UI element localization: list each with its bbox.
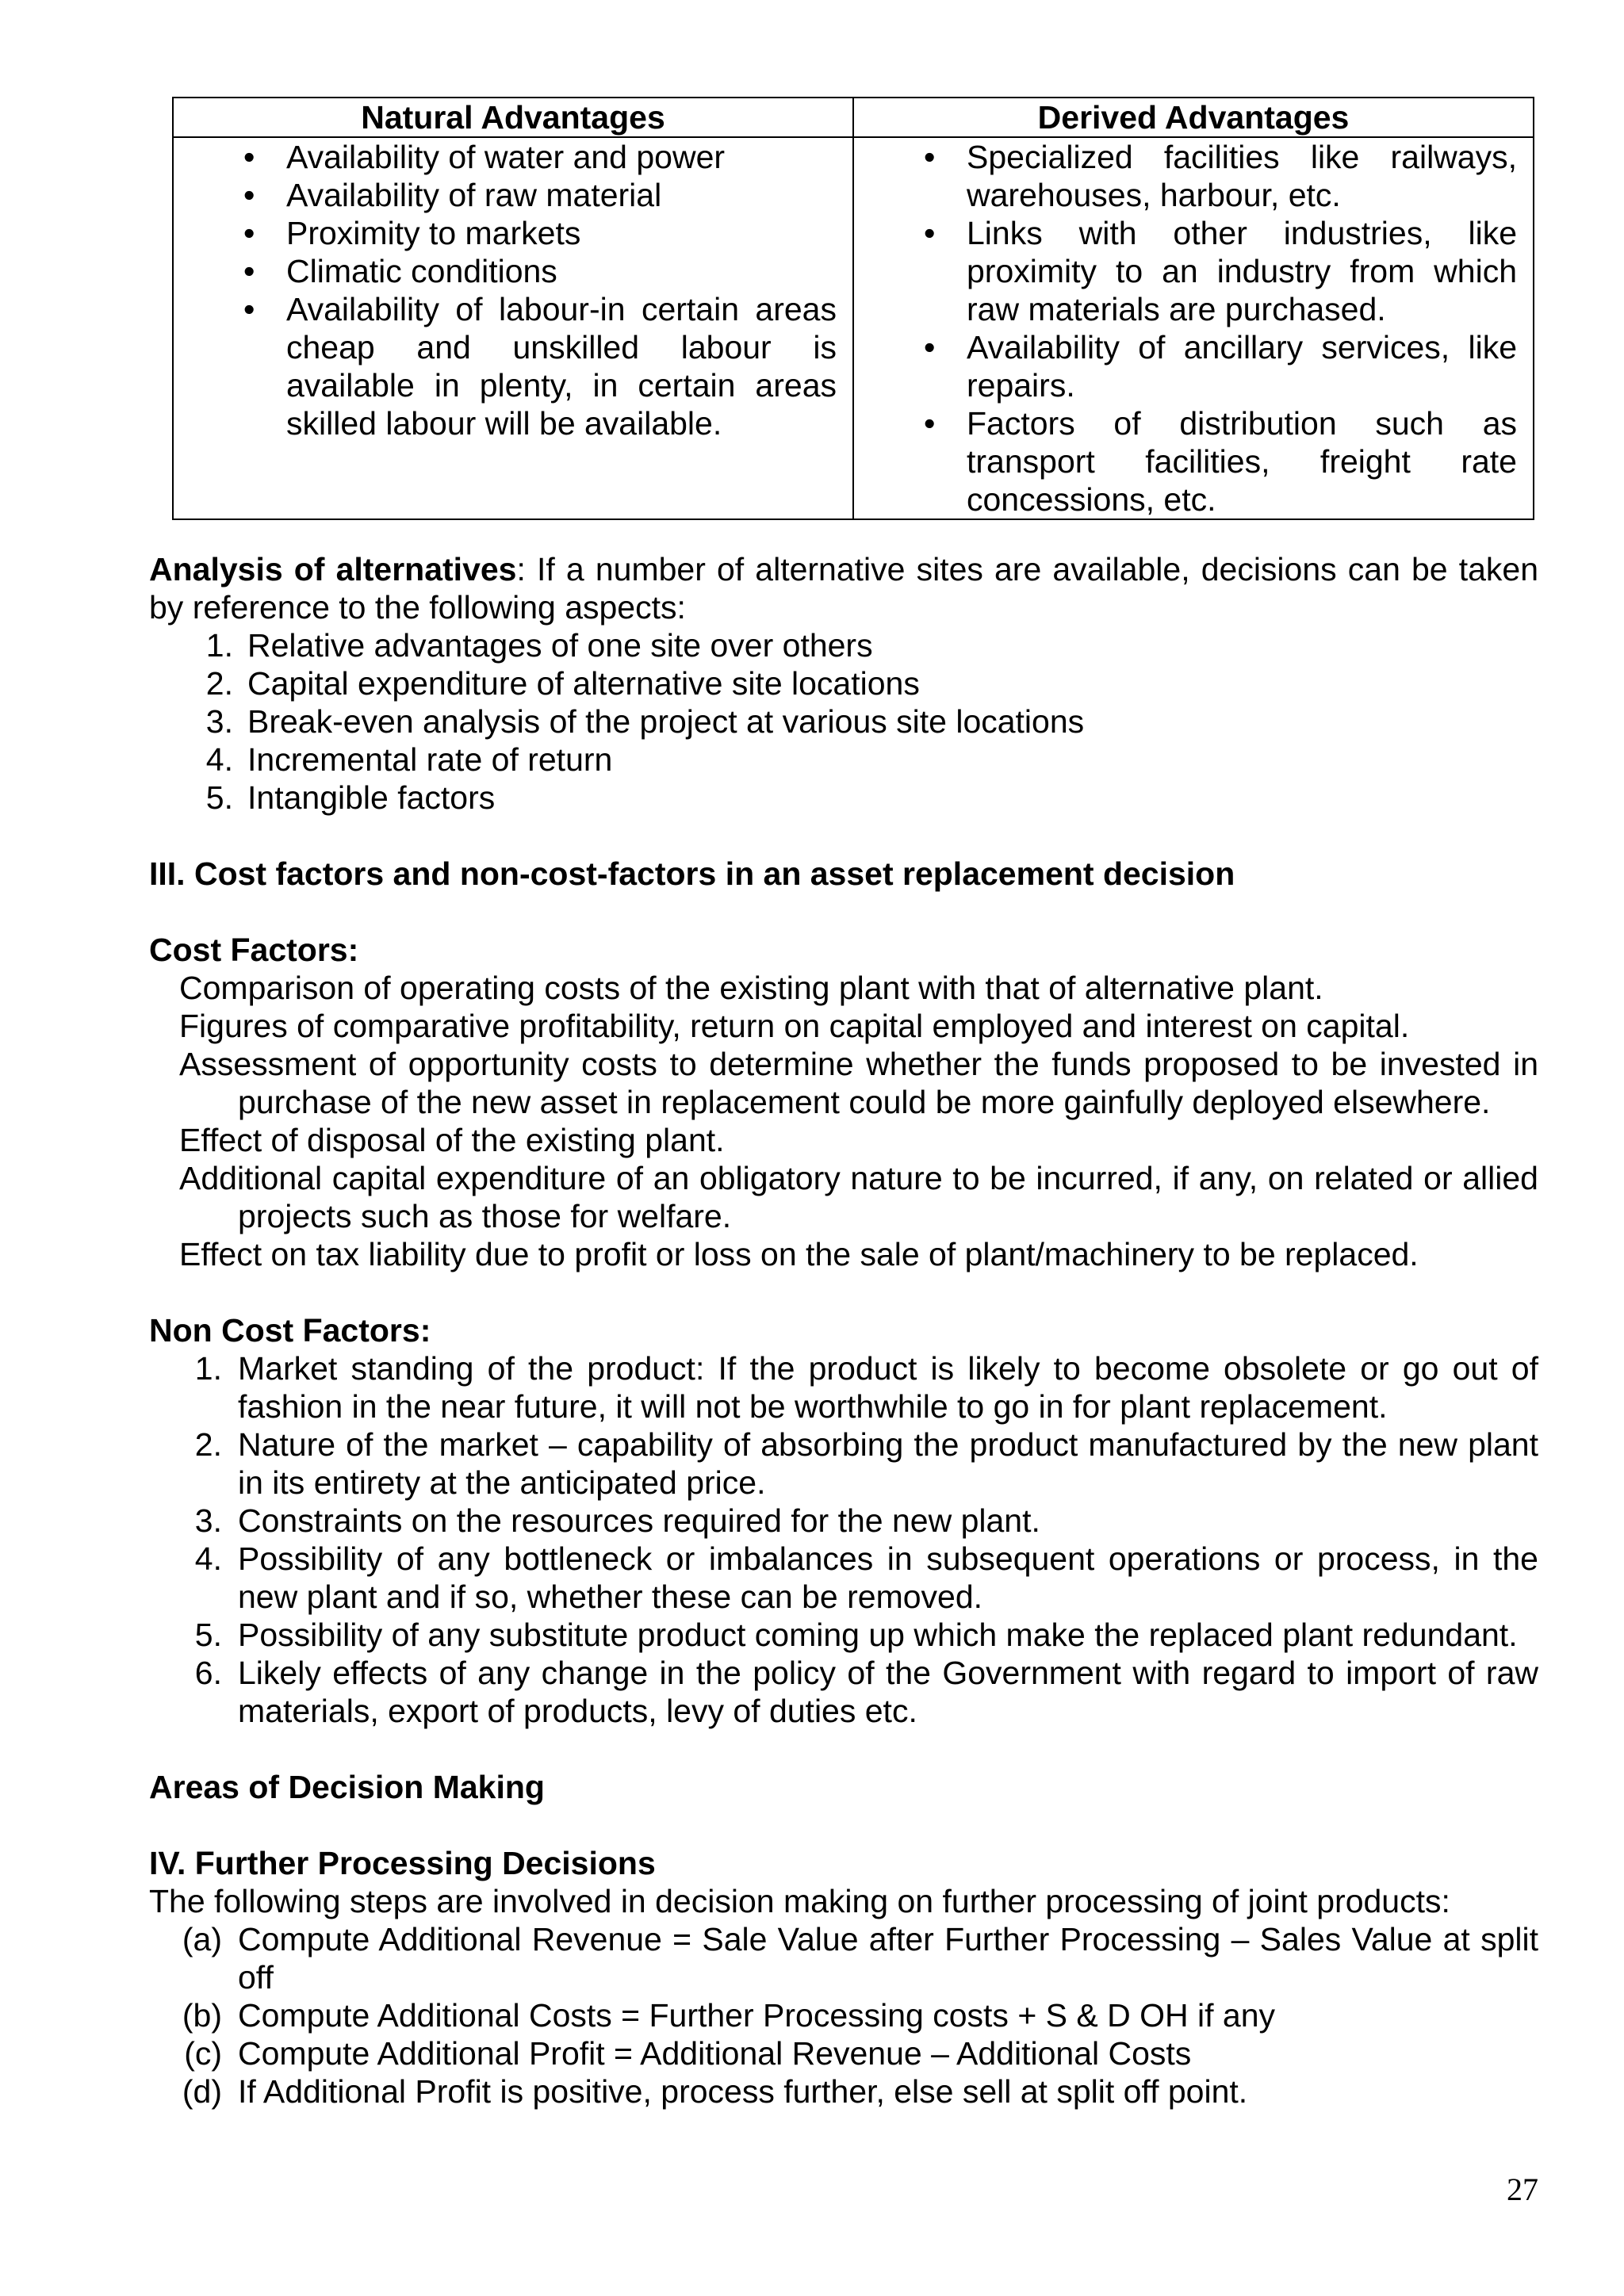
list-item: (d) If Additional Profit is positive, process further, else sell at split off point. xyxy=(182,2073,1248,2110)
derived-item: • Specialized facilities like railways, warehouses, harbour, etc. xyxy=(854,138,1517,214)
cost-factor-item: Comparison of operating costs of the existing plant with that of alternative plant. xyxy=(179,970,1323,1006)
derived-item: • Availability of ancillary services, like repairs. xyxy=(854,328,1517,404)
advantages-table xyxy=(172,97,1534,520)
natural-advantages-cell xyxy=(173,137,853,519)
analysis-text: : If a number of alternative sites are available, decisions can be taken by reference to the following aspects: xyxy=(149,551,1539,626)
list-item: (c) Compute Additional Profit = Additional Revenue – Additional Costs xyxy=(184,2035,1192,2072)
list-item: 5. Intangible factors xyxy=(205,779,496,816)
list-item: 6. Likely effects of any change in the policy of the Government with regard to import of raw materials, export of products, levy of duties etc. xyxy=(194,1655,1538,1729)
derived-advantages-cell xyxy=(853,137,1534,519)
natural-item: • Proximity to markets xyxy=(174,214,837,252)
derived-advantages-header: Derived Advantages xyxy=(853,98,1534,137)
list-item: 2. Nature of the market – capability of absorbing the product manufactured by the new plant in its entirety at the anticipated price. xyxy=(194,1426,1538,1501)
list-item: 3. Break-even analysis of the project at various site locations xyxy=(205,703,1085,740)
areas-heading: Areas of Decision Making xyxy=(149,1769,545,1805)
section-3-heading: III. Cost factors and non-cost-factors in an asset replacement decision xyxy=(149,855,1235,892)
section-4-intro: The following steps are involved in decision making on further processing of joint products: xyxy=(149,1883,1450,1919)
analysis-label: Analysis of alternatives xyxy=(149,551,517,587)
list-item: 5. Possibility of any substitute product coming up which make the replaced plant redundant. xyxy=(194,1617,1518,1653)
cost-factor-item: Effect on tax liability due to profit or loss on the sale of plant/machinery to be replaced. xyxy=(179,1236,1419,1272)
natural-item: • Availability of water and power xyxy=(174,138,837,176)
list-item: 2. Capital expenditure of alternative site locations xyxy=(205,665,920,702)
page-number: 27 xyxy=(1507,2172,1538,2207)
analysis-paragraph xyxy=(149,550,1538,626)
derived-item: • Links with other industries, like proximity to an industry from which raw materials are purchased. xyxy=(854,214,1517,328)
further-processing-steps xyxy=(149,1920,1538,2110)
document-page xyxy=(149,97,1538,2110)
list-item: 3. Constraints on the resources required for the new plant. xyxy=(194,1502,1040,1539)
natural-item: • Climatic conditions xyxy=(174,252,837,290)
section-4-heading: IV. Further Processing Decisions xyxy=(149,1845,656,1881)
list-item: (b) Compute Additional Costs = Further Processing costs + S & D OH if any xyxy=(182,1997,1276,2034)
natural-advantages-header: Natural Advantages xyxy=(173,98,853,137)
list-item: 4. Incremental rate of return xyxy=(205,741,613,778)
cost-factor-item: Additional capital expenditure of an obligatory nature to be incurred, if any, on related or allied projects such as those for welfare. xyxy=(179,1160,1538,1234)
derived-item: • Factors of distribution such as transport facilities, freight rate concessions, etc. xyxy=(854,404,1517,519)
list-item: 1. Market standing of the product: If the product is likely to become obsolete or go out of fashion in the near future, it will not be worthwhile to go in for plant replacement. xyxy=(194,1350,1538,1425)
list-item: (a) Compute Additional Revenue = Sale Value after Further Processing – Sales Value at split off xyxy=(182,1921,1538,1996)
cost-factor-item: Figures of comparative profitability, return on capital employed and interest on capital. xyxy=(179,1008,1410,1044)
natural-item: • Availability of raw material xyxy=(174,176,837,214)
analysis-list xyxy=(149,626,1538,817)
cost-factor-item: Effect of disposal of the existing plant. xyxy=(179,1122,725,1158)
list-item: 1. Relative advantages of one site over others xyxy=(205,627,873,664)
cost-factor-item: Assessment of opportunity costs to determine whether the funds proposed to be invested in purchase of the new asset in replacement could be more gainfully deployed elsewhere. xyxy=(179,1046,1538,1120)
non-cost-factors-list xyxy=(149,1349,1538,1730)
non-cost-factors-heading: Non Cost Factors: xyxy=(149,1312,431,1349)
natural-item: • Availability of labour-in certain areas cheap and unskilled labour is available in plenty, in certain areas skilled labour will be available. xyxy=(174,290,837,442)
cost-factors-list xyxy=(149,969,1538,1273)
cost-factors-heading: Cost Factors: xyxy=(149,932,359,968)
list-item: 4. Possibility of any bottleneck or imbalances in subsequent operations or process, in the new plant and if so, whether these can be removed. xyxy=(194,1540,1538,1615)
